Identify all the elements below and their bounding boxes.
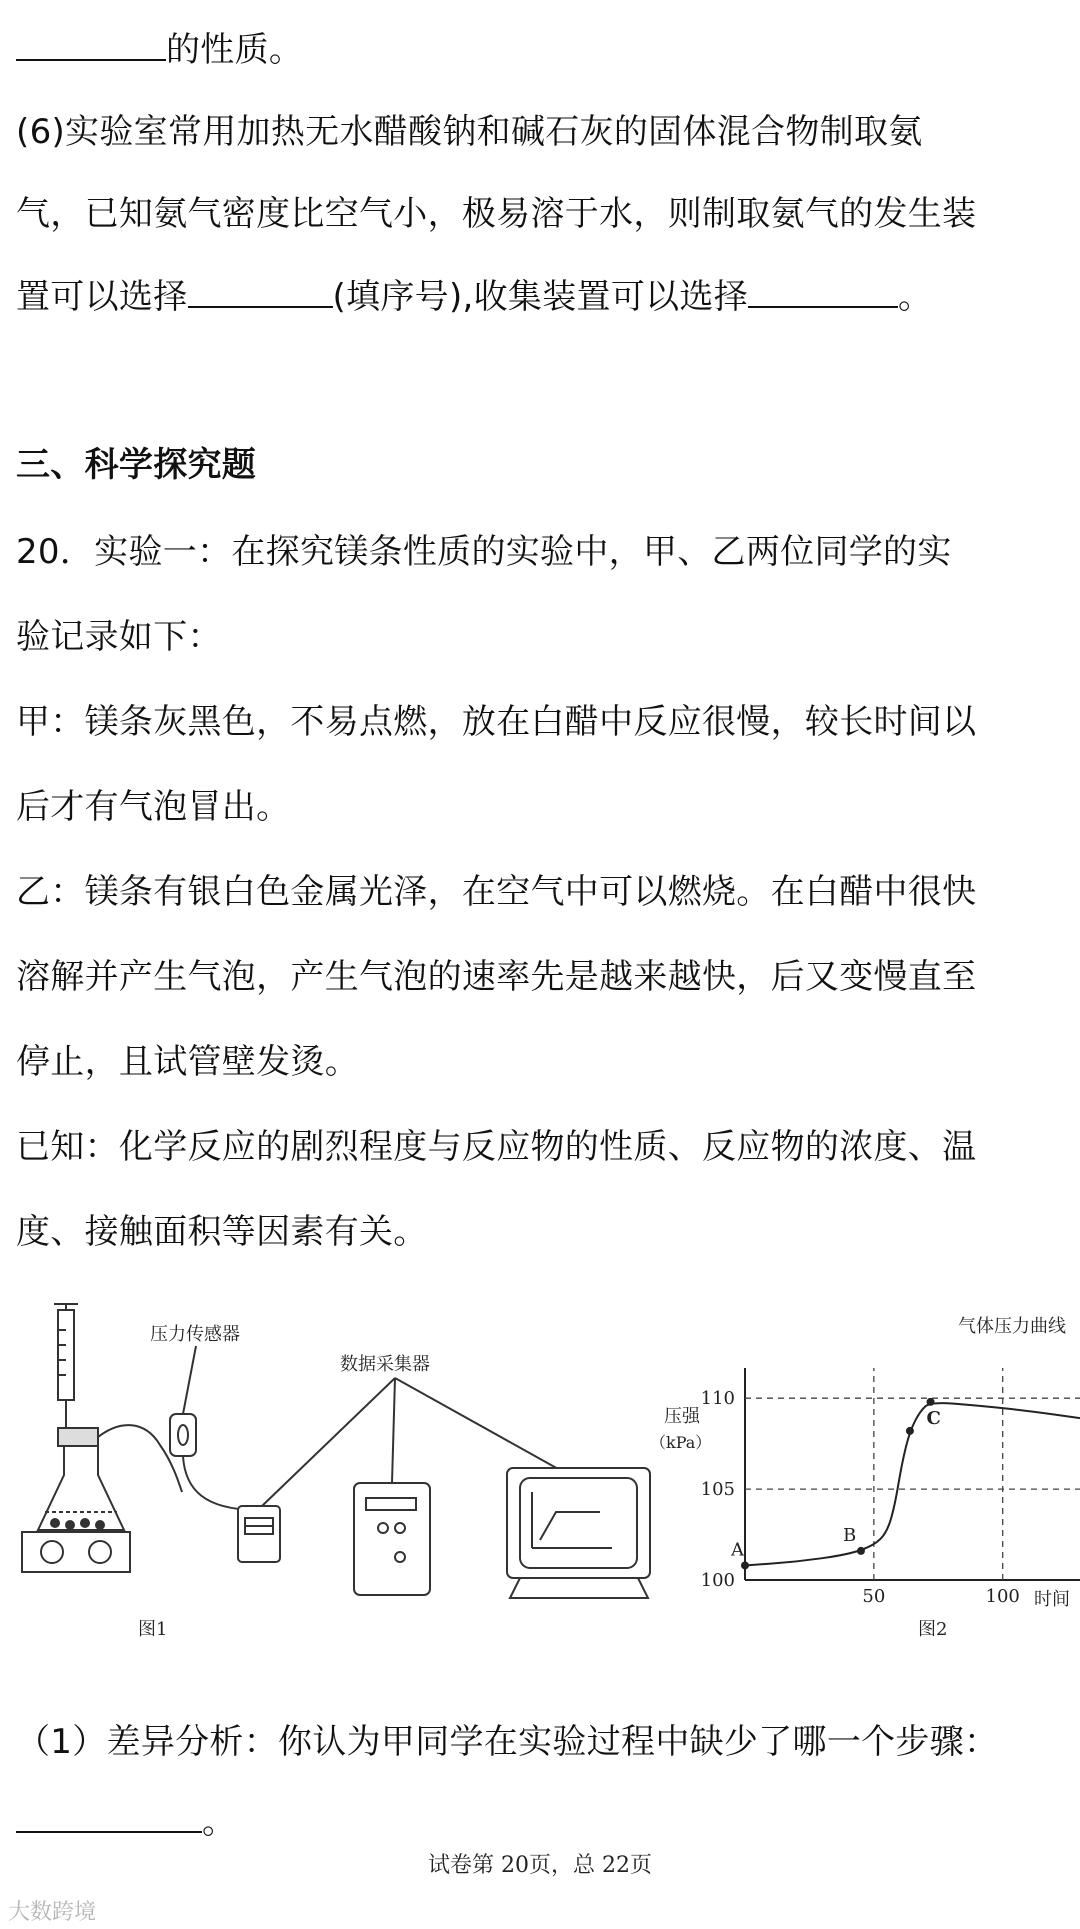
- figures-svg: [0, 1280, 1080, 1660]
- answer-blank[interactable]: [16, 1801, 202, 1833]
- known-line-2: 度、接触面积等因素有关。: [16, 1212, 428, 1252]
- point-c: [927, 1398, 935, 1406]
- stir-plate: [22, 1532, 130, 1572]
- chart-xlabel: 时间: [1034, 1589, 1070, 1610]
- yi-line-1: 乙：镁条有银白色金属光泽，在空气中可以燃烧。在白醋中很快: [16, 872, 977, 912]
- monitor-stand: [510, 1578, 648, 1598]
- flask-stopper: [58, 1428, 98, 1446]
- pressure-curve: [745, 1403, 1080, 1565]
- y-tick-label: 105: [700, 1479, 735, 1501]
- section-title: 三、科学探究题: [16, 445, 257, 485]
- magnesium-piece: [81, 1519, 89, 1527]
- collector-line: [395, 1378, 560, 1470]
- line-2: (6)实验室常用加热无水醋酸钠和碱石灰的固体混合物制取氨: [16, 112, 923, 152]
- q20-line-1: 20．实验一：在探究镁条性质的实验中，甲、乙两位同学的实: [16, 532, 952, 572]
- answer-blank[interactable]: [748, 276, 898, 308]
- line-4: 置可以选择 (填序号),收集装置可以选择 。: [16, 277, 933, 317]
- answer-blank[interactable]: [188, 276, 333, 308]
- magnesium-piece: [66, 1521, 74, 1529]
- line-3: 气，已知氨气密度比空气小，极易溶于水，则制取氨气的发生装: [16, 194, 977, 234]
- known-line-1: 已知：化学反应的剧烈程度与反应物的性质、反应物的浓度、温: [16, 1127, 977, 1167]
- point-label-a: A: [731, 1539, 744, 1561]
- page-footer: 试卷第 20页，总 22页: [428, 1853, 652, 1878]
- chart-ylabel-1: 压强: [664, 1406, 700, 1427]
- jia-line-2: 后才有气泡冒出。: [16, 787, 291, 827]
- data-collector-label: 数据采集器: [340, 1354, 430, 1375]
- magnesium-piece: [96, 1521, 104, 1529]
- collector-line: [392, 1378, 395, 1483]
- q1-line-2: 。: [16, 1800, 236, 1844]
- sensor-label-leader: [183, 1346, 196, 1414]
- line-1: 的性质。: [16, 28, 303, 72]
- jia-line-1: 甲：镁条灰黑色，不易点燃，放在白醋中反应很慢，较长时间以: [16, 702, 977, 742]
- point-b: [857, 1547, 865, 1555]
- figure-2-caption: 图2: [918, 1619, 948, 1640]
- figure-area: [0, 1280, 1080, 1660]
- x-tick-label: 100: [985, 1586, 1020, 1607]
- yi-line-3: 停止，且试管壁发烫。: [16, 1042, 359, 1082]
- magnesium-piece: [51, 1519, 59, 1527]
- point-label-b: B: [842, 1524, 857, 1546]
- chart-title: 气体压力曲线: [958, 1316, 1066, 1337]
- chart-ylabel-2: （kPa）: [650, 1433, 712, 1452]
- y-tick-label: 110: [700, 1388, 735, 1410]
- pressure-chart: [701, 1368, 1080, 1607]
- curve-marker: [906, 1427, 914, 1435]
- x-tick-label: 50: [862, 1586, 886, 1607]
- monitor: [507, 1468, 650, 1578]
- pressure-sensor-label: 压力传感器: [150, 1324, 240, 1345]
- y-tick-label: 100: [700, 1570, 735, 1591]
- cable-sensor-to-box: [183, 1456, 258, 1510]
- watermark: 大数跨境: [8, 1900, 97, 1925]
- syringe-barrel: [58, 1310, 74, 1400]
- q20-line-2: 验记录如下：: [16, 617, 222, 657]
- yi-line-2: 溶解并产生气泡，产生气泡的速率先是越来越快，后又变慢直至: [16, 957, 977, 997]
- point-a: [741, 1561, 749, 1569]
- q1-line-1: （1）差异分析：你认为甲同学在实验过程中缺少了哪一个步骤：: [16, 1722, 999, 1762]
- figure-1-caption: 图1: [138, 1619, 168, 1640]
- pressure-sensor: [170, 1414, 196, 1456]
- answer-blank[interactable]: [16, 29, 166, 61]
- conical-flask: [38, 1446, 124, 1530]
- point-label-c: C: [926, 1407, 941, 1429]
